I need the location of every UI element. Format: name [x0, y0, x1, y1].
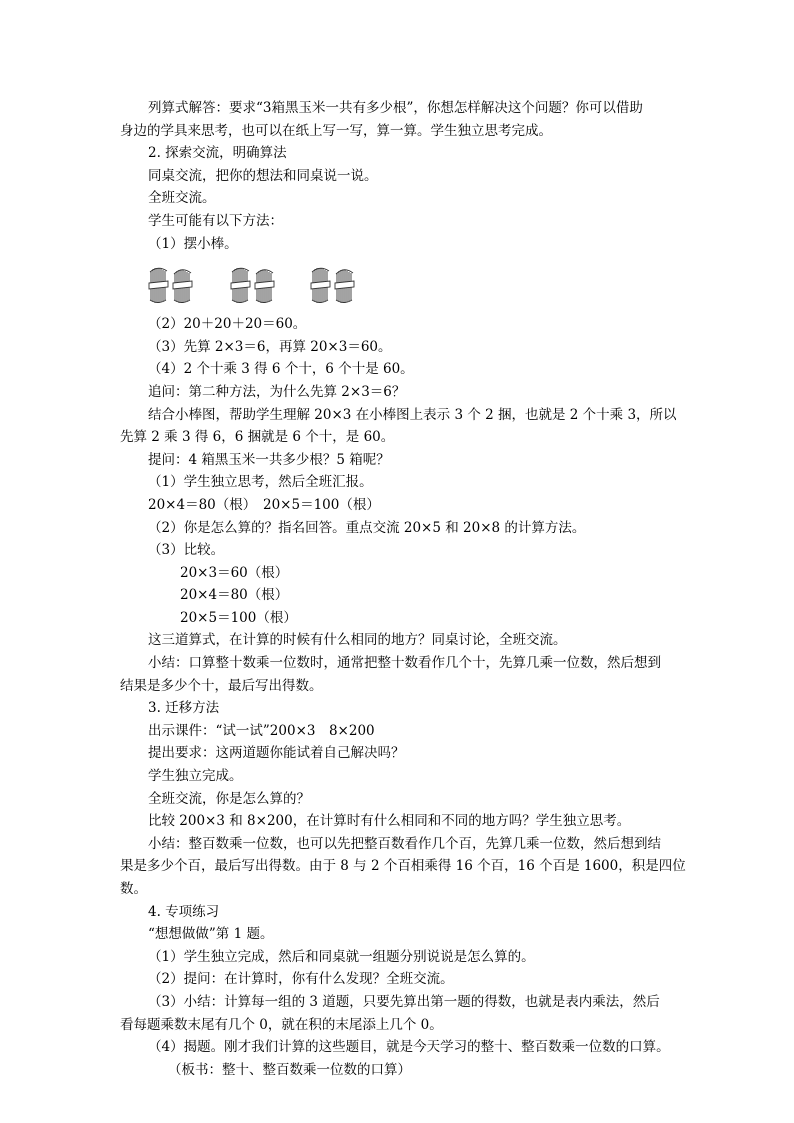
text-line: 20×4＝80（根） 20×5＝100（根） [148, 496, 380, 513]
text-line: 学生可能有以下方法： [148, 212, 283, 229]
stick-bundle-icon [148, 265, 196, 305]
stick-bundle-icon [310, 265, 358, 305]
section-heading: 2. 探索交流，明确算法 [148, 145, 287, 162]
text-line: （2）提问：在计算时，你有什么发现？全班交流。 [148, 971, 454, 988]
text-line: “想想做做”第 1 题。 [148, 926, 274, 943]
text-line: （3）先算 2×3＝6，再算 20×3＝60。 [148, 338, 392, 355]
text-line: （4）揭题。刚才我们计算的这些题目，就是今天学习的整十、整百数乘一位数的口算。 [148, 1039, 670, 1056]
text-line: 学生独立完成。 [148, 768, 243, 785]
equation-line: 20×3＝60（根） [180, 564, 289, 581]
text-line: 小结：口算整十数乘一位数时，通常把整十数看作几个十，先算几乘一位数，然后想到 [148, 655, 661, 672]
text-line: （3）小结：计算每一组的 3 道题，只要先算出第一题的得数，也就是表内乘法，然后 [148, 993, 660, 1010]
text-line: 追问：第二种方法，为什么先算 2×3＝6？ [148, 383, 406, 400]
equation-line: 20×4＝80（根） [180, 587, 289, 604]
text-line: 身边的学具来思考，也可以在纸上写一写，算一算。学生独立思考完成。 [120, 122, 552, 139]
text-line: 出示课件：“试一试”200×3 8×200 [148, 722, 375, 739]
text-line: 全班交流，你是怎么算的？ [148, 790, 310, 807]
document-page [120, 97, 686, 1081]
section-heading: 4. 专项练习 [148, 903, 220, 920]
board-note: （板书：整十、整百数乘一位数的口算） [168, 1061, 411, 1078]
text-line: （3）比较。 [148, 542, 225, 559]
text-line: 这三道算式，在计算的时候有什么相同的地方？同桌讨论，全班交流。 [148, 632, 567, 649]
section-heading: 3. 迁移方法 [148, 700, 220, 717]
text-line: 同桌交流，把你的想法和同桌说一说。 [148, 167, 378, 184]
text-line: 比较 200×3 和 8×200，在计算时有什么相同和不同的地方吗？学生独立思考。 [148, 813, 631, 830]
text-line: 提出要求：这两道题你能试着自己解决吗？ [148, 745, 405, 762]
text-line: 结合小棒图，帮助学生理解 20×3 在小棒图上表示 3 个 2 捆，也就是 2 个十乘 3，所以 [148, 406, 677, 423]
text-line: 全班交流。 [148, 190, 216, 207]
text-line: 小结：整百数乘一位数，也可以先把整百数看作几个百，先算几乘一位数，然后想到结 [148, 835, 661, 852]
text-line: 先算 2 乘 3 得 6，6 捆就是 6 个十，是 60。 [120, 429, 395, 446]
text-line: （1）学生独立思考，然后全班汇报。 [148, 474, 373, 491]
text-line: 果是多少个百，最后写出得数。由于 8 与 2 个百相乘得 16 个百，16 个百是 1600，积是四位 [120, 858, 686, 875]
text-line: （4）2 个十乘 3 得 6 个十，6 个十是 60。 [148, 361, 414, 378]
bundle-pair-2 [230, 265, 278, 305]
text-line: （1）摆小棒。 [148, 235, 238, 252]
text-line: （2）20＋20＋20＝60。 [148, 316, 307, 333]
bundle-pair-1 [148, 265, 196, 305]
bundle-pair-3 [310, 265, 358, 305]
stick-bundles-illustration [120, 259, 676, 309]
equation-line: 20×5＝100（根） [180, 609, 297, 626]
text-line: 提问：4 箱黑玉米一共多少根？5 箱呢？ [148, 451, 390, 468]
text-line: 列算式解答：要求“3箱黑玉米一共有多少根”，你想怎样解决这个问题？你可以借助 [148, 100, 643, 116]
text-line: 看每题乘数末尾有几个 0，就在积的末尾添上几个 0。 [120, 1016, 443, 1033]
text-line: 数。 [120, 881, 147, 897]
stick-bundle-icon [230, 265, 278, 305]
text-line: （2）你是怎么算的？指名回答。重点交流 20×5 和 20×8 的计算方法。 [148, 519, 586, 536]
text-line: （1）学生独立完成，然后和同桌就一组题分别说说是怎么算的。 [148, 948, 535, 965]
text-line: 结果是多少个十，最后写出得数。 [120, 677, 323, 694]
